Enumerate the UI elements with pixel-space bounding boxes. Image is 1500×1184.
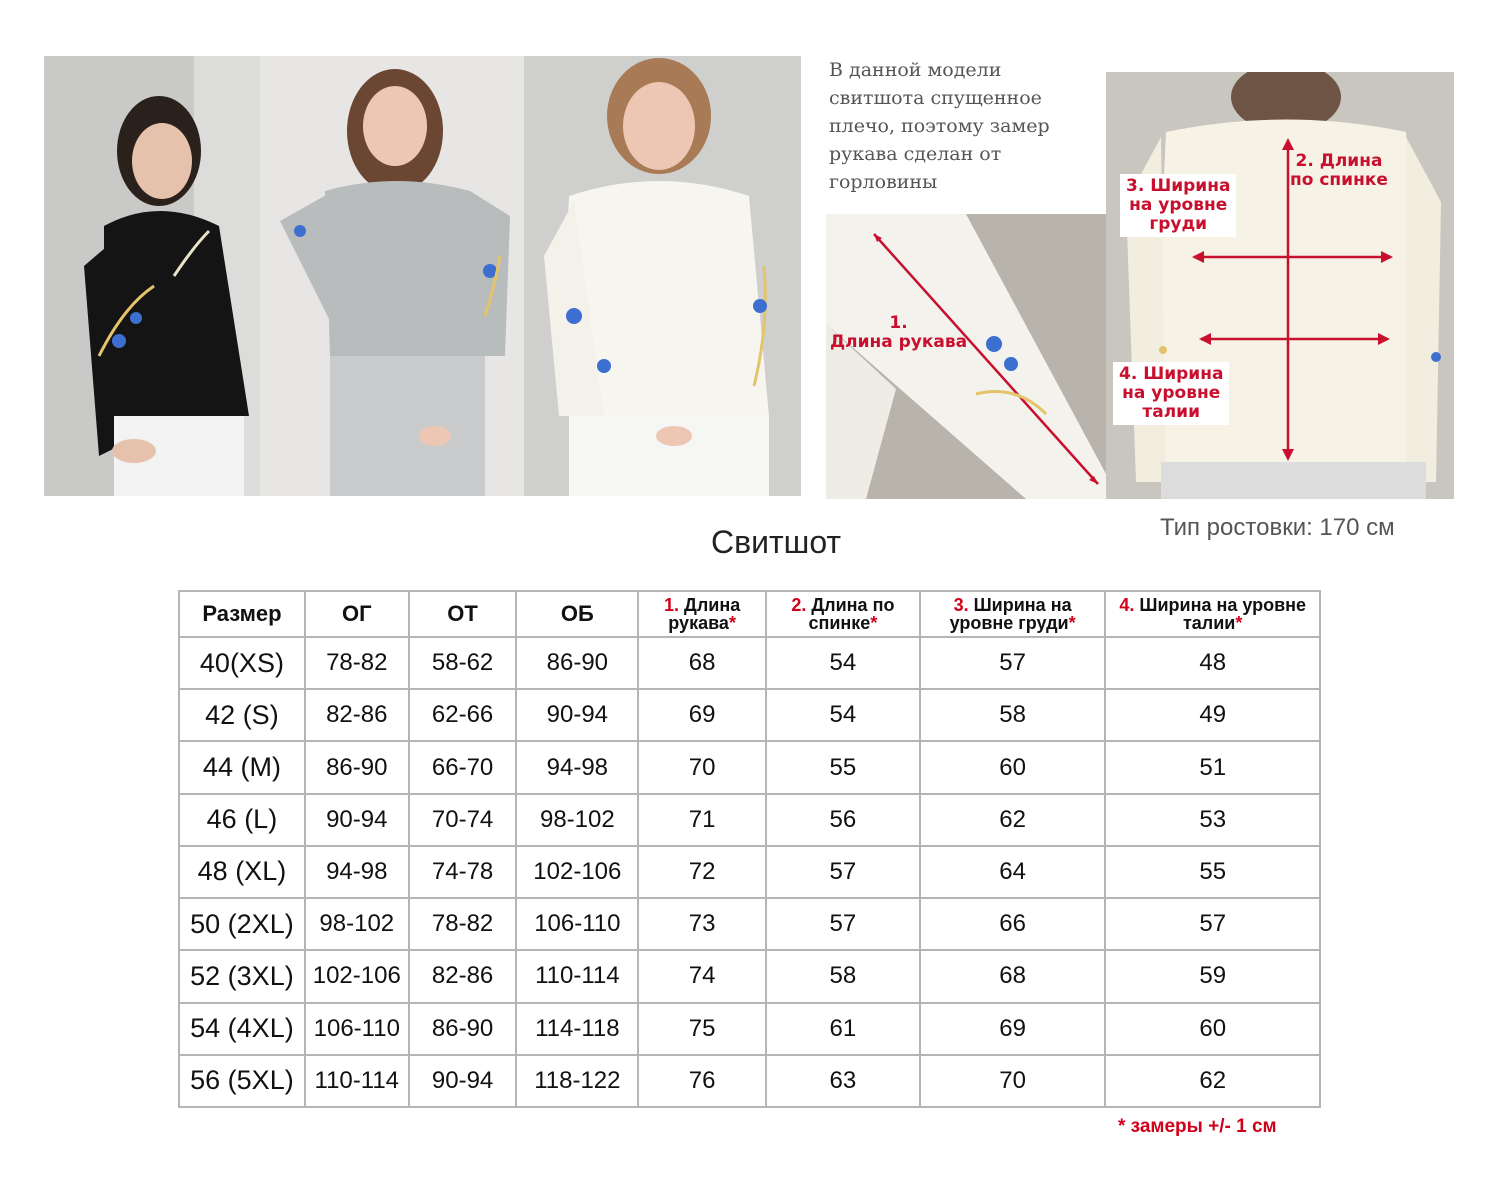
table-cell: 82-86	[305, 689, 409, 741]
model-photo-grey-sweatshirt	[260, 56, 524, 496]
header-asterisk: *	[728, 613, 736, 633]
table-cell: 48	[1105, 637, 1320, 689]
table-cell: 78-82	[409, 898, 517, 950]
header-text: Длина по спинке	[806, 595, 895, 633]
table-cell-size: 42 (S)	[179, 689, 305, 741]
table-cell: 94-98	[516, 741, 638, 793]
table-cell-size: 52 (3XL)	[179, 950, 305, 1002]
table-cell: 86-90	[305, 741, 409, 793]
header-waist-girth	[409, 591, 517, 637]
header-number: 1.	[664, 595, 680, 615]
table-cell: 69	[638, 689, 766, 741]
model-photo-black-sweatshirt	[44, 56, 260, 496]
table-cell: 63	[766, 1055, 920, 1107]
height-type-text: Тип ростовки: 170 см	[1160, 514, 1395, 541]
table-cell: 71	[638, 794, 766, 846]
table-cell: 66-70	[409, 741, 517, 793]
table-cell: 70	[638, 741, 766, 793]
header-chest-girth-text: ОГ	[341, 601, 372, 626]
table-cell-size: 48 (XL)	[179, 846, 305, 898]
header-asterisk: *	[1068, 613, 1076, 633]
model-photo-white-sweatshirt	[524, 56, 801, 496]
table-cell: 68	[920, 950, 1106, 1002]
table-cell: 86-90	[516, 637, 638, 689]
table-cell: 57	[1105, 898, 1320, 950]
table-cell: 70	[920, 1055, 1106, 1107]
table-cell-size: 50 (2XL)	[179, 898, 305, 950]
header-size	[179, 591, 305, 637]
table-cell: 98-102	[516, 794, 638, 846]
table-cell: 58-62	[409, 637, 517, 689]
table-cell: 58	[766, 950, 920, 1002]
header-sleeve-length	[638, 591, 766, 637]
table-cell: 72	[638, 846, 766, 898]
table-row	[179, 637, 1320, 689]
header-asterisk: *	[870, 613, 878, 633]
table-cell: 64	[920, 846, 1106, 898]
table-cell: 62	[1105, 1055, 1320, 1107]
table-cell: 60	[1105, 1003, 1320, 1055]
table-cell: 106-110	[516, 898, 638, 950]
header-hip-girth-text: ОБ	[560, 601, 594, 626]
table-cell: 57	[766, 846, 920, 898]
page-title: Свитшот	[711, 524, 842, 560]
table-cell: 57	[920, 637, 1106, 689]
header-text: Ширина на уровне груди	[949, 595, 1072, 633]
table-cell: 106-110	[305, 1003, 409, 1055]
table-cell: 94-98	[305, 846, 409, 898]
header-chest-girth	[305, 591, 409, 637]
table-cell: 62	[920, 794, 1106, 846]
table-cell: 49	[1105, 689, 1320, 741]
table-cell: 90-94	[409, 1055, 517, 1107]
table-cell-size: 54 (4XL)	[179, 1003, 305, 1055]
table-cell-size: 44 (M)	[179, 741, 305, 793]
header-text: Ширина на уровне талии	[1134, 595, 1307, 633]
header-text: Длина рукава	[668, 595, 741, 633]
table-cell: 69	[920, 1003, 1106, 1055]
measurement-tolerance-footnote: * замеры +/- 1 см	[1118, 1116, 1277, 1137]
sleeve-measurement-note: В данной модели свитшота спущенное плечо, поэтому замер рукава сделан от горловины	[829, 59, 1050, 193]
table-cell: 75	[638, 1003, 766, 1055]
table-cell: 70-74	[409, 794, 517, 846]
table-cell: 62-66	[409, 689, 517, 741]
table-row	[179, 898, 1320, 950]
table-cell: 54	[766, 689, 920, 741]
header-asterisk: *	[1235, 613, 1243, 633]
table-cell: 55	[766, 741, 920, 793]
table-cell: 61	[766, 1003, 920, 1055]
table-cell: 102-106	[305, 950, 409, 1002]
table-cell-size: 56 (5XL)	[179, 1055, 305, 1107]
table-row	[179, 689, 1320, 741]
table-row	[179, 950, 1320, 1002]
chest-width-label: 3. Ширина на уровне груди	[1120, 174, 1236, 237]
table-cell: 118-122	[516, 1055, 638, 1107]
table-cell: 60	[920, 741, 1106, 793]
waist-width-label: 4. Ширина на уровне талии	[1113, 362, 1229, 425]
table-cell: 110-114	[516, 950, 638, 1002]
table-cell: 58	[920, 689, 1106, 741]
table-cell: 110-114	[305, 1055, 409, 1107]
sleeve-measurement-photo	[826, 214, 1106, 499]
table-cell: 51	[1105, 741, 1320, 793]
table-cell: 56	[766, 794, 920, 846]
table-cell: 102-106	[516, 846, 638, 898]
table-cell-size: 40(XS)	[179, 637, 305, 689]
table-row	[179, 1003, 1320, 1055]
table-row	[179, 846, 1320, 898]
header-number: 2.	[791, 595, 807, 615]
table-header-row	[179, 591, 1320, 637]
table-cell: 54	[766, 637, 920, 689]
header-size-text: Размер	[202, 601, 282, 626]
table-cell: 90-94	[516, 689, 638, 741]
table-cell: 53	[1105, 794, 1320, 846]
table-cell: 98-102	[305, 898, 409, 950]
back-length-label: 2. Длина по спинке	[1290, 151, 1388, 190]
table-cell: 55	[1105, 846, 1320, 898]
table-cell: 82-86	[409, 950, 517, 1002]
table-row	[179, 794, 1320, 846]
header-chest-width	[920, 591, 1106, 637]
header-waist-width	[1105, 591, 1320, 637]
header-number: 4.	[1119, 595, 1135, 615]
table-cell: 68	[638, 637, 766, 689]
table-row	[179, 1055, 1320, 1107]
header-number: 3.	[953, 595, 969, 615]
header-back-length	[766, 591, 920, 637]
header-waist-girth-text: ОТ	[447, 601, 478, 626]
size-chart-table	[178, 590, 1321, 1108]
table-cell: 76	[638, 1055, 766, 1107]
sleeve-length-label: 1. Длина рукава	[830, 313, 968, 352]
table-cell: 86-90	[409, 1003, 517, 1055]
table-cell: 73	[638, 898, 766, 950]
table-cell-size: 46 (L)	[179, 794, 305, 846]
table-cell: 74	[638, 950, 766, 1002]
table-cell: 66	[920, 898, 1106, 950]
table-cell: 57	[766, 898, 920, 950]
table-cell: 90-94	[305, 794, 409, 846]
table-row	[179, 741, 1320, 793]
back-measurement-photo	[1106, 72, 1454, 499]
header-hip-girth	[516, 591, 638, 637]
table-cell: 114-118	[516, 1003, 638, 1055]
table-cell: 74-78	[409, 846, 517, 898]
table-cell: 59	[1105, 950, 1320, 1002]
table-cell: 78-82	[305, 637, 409, 689]
